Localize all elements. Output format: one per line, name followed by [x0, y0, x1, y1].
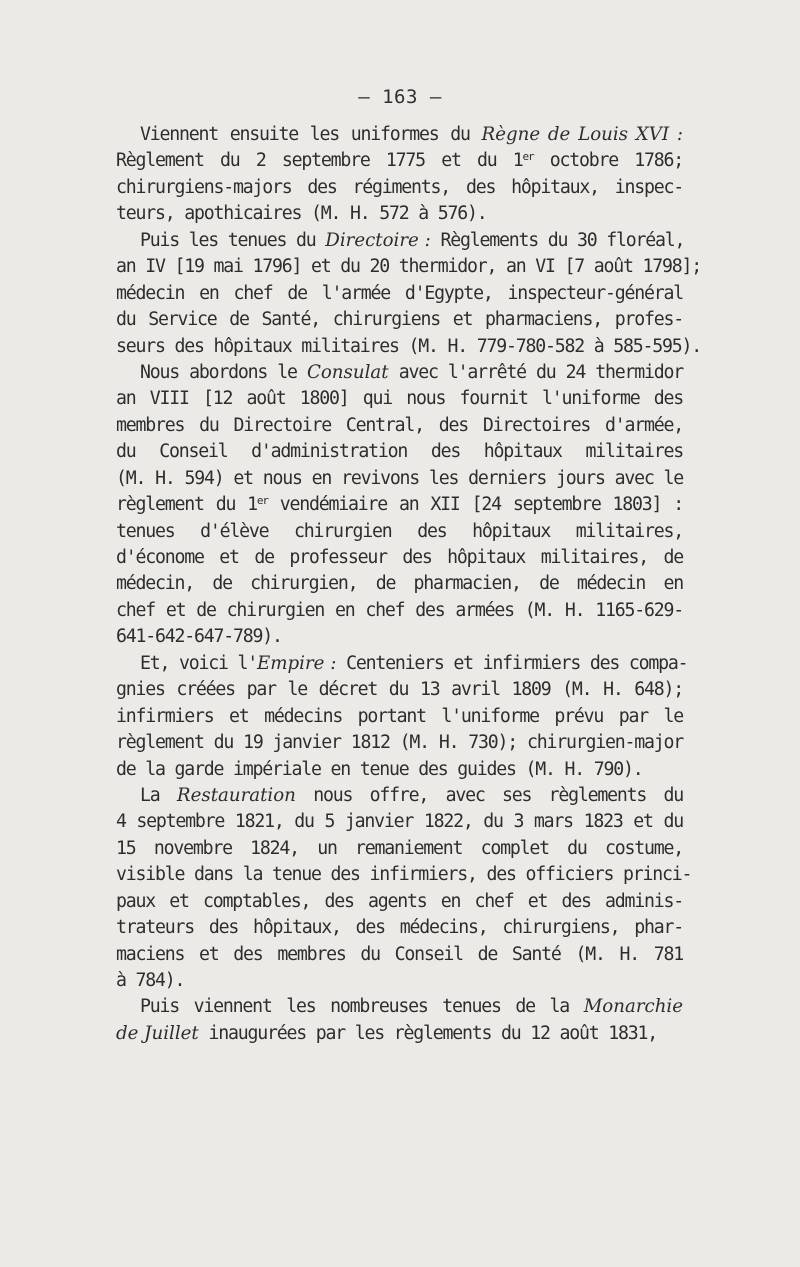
text-segment: visible dans la tenue des infirmiers, des officiers princi- [116, 864, 692, 886]
text-line [116, 994, 683, 1020]
text-line [116, 439, 683, 465]
text-line [116, 175, 683, 201]
text-segment: règlement du 1 [116, 494, 257, 516]
text-line [116, 122, 683, 148]
text-segment: Et, voici l' [140, 652, 257, 674]
text-segment: gnies créées par le décret du 13 avril 1809 (M. H. 648); [116, 679, 683, 701]
text-line [116, 519, 683, 545]
text-segment: du Service de Santé, chirurgiens et pharmaciens, profes- [116, 309, 683, 331]
text-segment: Règlements du 30 floréal, [430, 229, 685, 251]
text-segment: de la garde impériale en tenue des guides (M. H. 790). [116, 758, 643, 780]
text-line [116, 836, 683, 862]
text-line [116, 968, 683, 994]
text-line [116, 545, 683, 571]
text-segment: an IV [19 mai 1796] et du 20 thermidor, an VI [7 août 1798]; [116, 256, 701, 278]
text-line [116, 624, 683, 650]
text-segment: 4 septembre 1821, du 5 janvier 1822, du 3 mars 1823 et du [116, 811, 683, 833]
text-line [116, 757, 683, 783]
text-line [116, 730, 683, 756]
italic-text: de Juillet [116, 1022, 199, 1044]
text-line [116, 1021, 683, 1047]
text-segment: maciens et des membres du Conseil de Santé (M. H. 781 [116, 943, 683, 965]
text-segment: inaugurées par les règlements du 12 août 1831, [198, 1022, 657, 1044]
text-line [116, 254, 701, 280]
text-line [116, 307, 683, 333]
text-segment: d'économe et de professeur des hôpitaux militaires, de [116, 547, 683, 568]
italic-text: Consulat [306, 361, 389, 383]
text-segment: Puis viennent les nombreuses tenues de la [140, 996, 584, 1018]
text-line [116, 492, 683, 518]
text-segment: médecin en chef de l'armée d'Egypte, inspecteur-général [116, 282, 683, 304]
text-segment: teurs, apothicaires (M. H. 572 à 576). [116, 203, 487, 225]
text-segment: 641-642-647-789). [116, 626, 282, 648]
text-segment: vendémiaire an XII [24 septembre 1803] : [267, 494, 683, 516]
text-line [116, 704, 683, 730]
text-segment: Puis les tenues du [140, 229, 326, 251]
text-line [116, 148, 683, 174]
body-text [116, 122, 701, 1047]
text-line [116, 915, 683, 941]
text-segment: Centeniers et infirmiers des compa- [336, 652, 688, 674]
text-segment: infirmiers et médecins portant l'uniforme prévu par le [116, 705, 683, 727]
text-segment: médecin, de chirurgien, de pharmacien, de médecin en [116, 573, 683, 595]
text-segment: chirurgiens-majors des régiments, des hôpitaux, inspec- [116, 176, 683, 198]
italic-text: Monarchie [583, 996, 683, 1018]
text-segment: Viennent ensuite les uniformes du [140, 124, 482, 145]
italic-text: Directoire : [325, 229, 431, 251]
text-line [116, 386, 683, 412]
text-segment: octobre 1786; [533, 150, 683, 172]
text-segment: nous offre, avec ses règlements du [295, 784, 684, 806]
text-segment: membres du Directoire Central, des Directoires d'armée, [116, 414, 683, 436]
text-line [116, 413, 683, 439]
text-line [116, 651, 688, 677]
text-segment: Règlement du 2 septembre 1775 et du 1 [116, 150, 523, 172]
text-line [116, 889, 683, 915]
text-segment: 15 novembre 1824, un remaniement complet du costume, [116, 837, 683, 859]
text-segment: Nous abordons le [140, 361, 307, 383]
text-line [116, 201, 683, 227]
text-segment: règlement du 19 janvier 1812 (M. H. 730); chirurgien-major [116, 732, 683, 754]
text-line [116, 677, 683, 703]
page-number: — 163 — [358, 86, 442, 108]
text-segment: à 784). [116, 970, 185, 991]
text-segment: chef et de chirurgien en chef des armées (M. H. 1165-629- [116, 599, 683, 621]
italic-text: Empire : [257, 652, 337, 674]
text-segment: avec l'arrêté du 24 thermidor [388, 361, 684, 383]
text-segment: (M. H. 594) et nous en revivons les derniers jours avec le [116, 467, 683, 489]
text-line [116, 360, 683, 386]
superscript-text: er [522, 150, 534, 164]
italic-text: Restauration [176, 784, 296, 806]
text-line [116, 862, 692, 888]
text-segment: paux et comptables, des agents en chef et des adminis- [116, 890, 683, 912]
text-line [116, 598, 683, 624]
text-segment: La [140, 784, 177, 806]
text-line [116, 466, 683, 492]
text-line [116, 809, 683, 835]
text-line [116, 281, 683, 307]
text-line [116, 571, 683, 597]
italic-text: Règne de Louis XVI : [481, 124, 683, 145]
text-segment: du Conseil d'administration des hôpitaux militaires [116, 441, 683, 463]
text-segment: seurs des hôpitaux militaires (M. H. 779-780-582 à 585-595). [116, 335, 701, 357]
text-segment: trateurs des hôpitaux, des médecins, chirurgiens, phar- [116, 917, 683, 939]
text-line [116, 334, 701, 360]
superscript-text: er [256, 494, 268, 508]
text-line [116, 942, 683, 968]
text-segment: tenues d'élève chirurgien des hôpitaux militaires, [116, 520, 683, 542]
text-line [116, 228, 683, 254]
text-segment: an VIII [12 août 1800] qui nous fournit l'uniforme des [116, 388, 683, 410]
text-line [116, 783, 683, 809]
